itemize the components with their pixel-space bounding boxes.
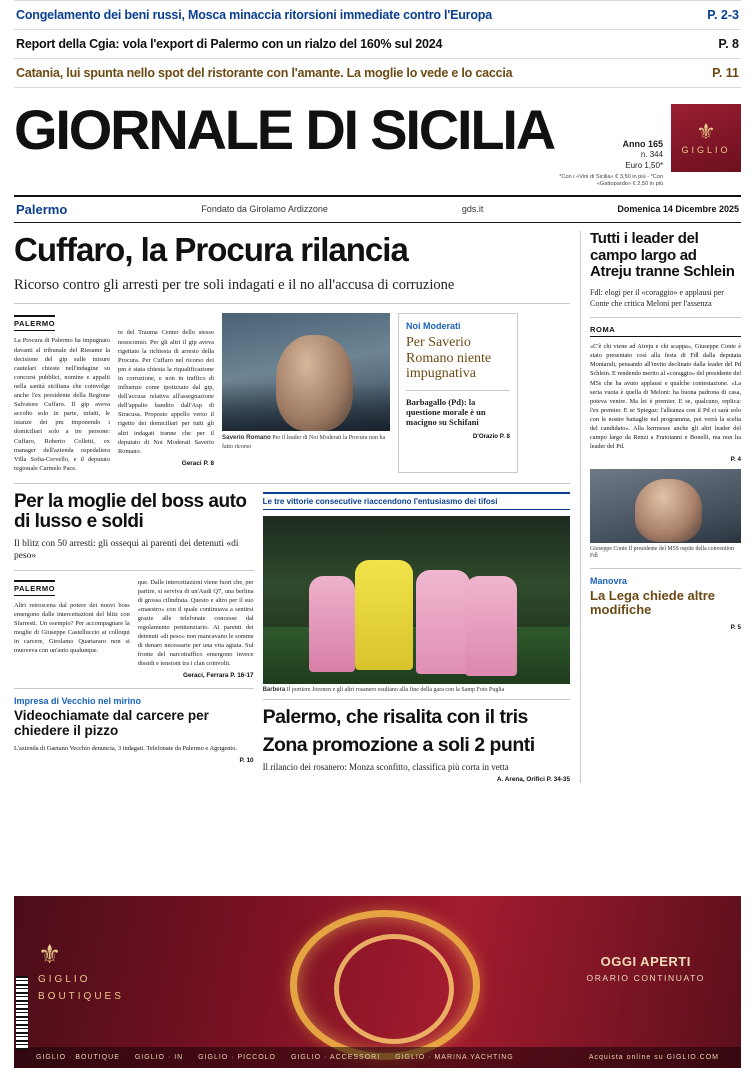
ad-brand-sub: BOUTIQUES	[38, 991, 124, 1002]
article-boss-wife	[14, 492, 254, 783]
impresa-headline[interactable]: Videochiamate dal carcere per chiedere il pizzo	[14, 708, 209, 739]
sidebar-headline[interactable]: Tutti i leader del campo largo ad Atreju tranne Schlein	[590, 229, 735, 281]
impresa-kicker: Impresa di Vecchio nel mirino	[14, 696, 142, 707]
ad-message	[586, 954, 705, 983]
box-note: Barbagallo (Pd): la questione morale è un macigno su Schifani	[406, 396, 486, 428]
ad-link[interactable]: GIGLIO · PICCOLO	[198, 1054, 277, 1061]
manovra-kicker: Manovra	[590, 575, 628, 586]
box-tag: Noi Moderati	[406, 321, 461, 332]
sidebar-photo-caption: Giuseppe Conte Il presidente del M5S ospite della convention Fdl	[590, 546, 741, 569]
sport-photo-caption	[263, 687, 570, 700]
lily-icon: ⚜	[696, 119, 716, 144]
giglio-badge-name: GIGLIO	[681, 145, 731, 155]
strap-text: Report della Cgia: vola l'export di Palermo con un rialzo del 160% sul 2024	[16, 37, 443, 51]
strap-text: Congelamento dei beni russi, Mosca minaccia ritorsioni immediate contro l'Europa	[16, 8, 492, 22]
article-pizzo	[14, 688, 254, 764]
strap-item[interactable]	[14, 30, 741, 59]
ad-footer	[14, 1047, 741, 1068]
ad-link[interactable]: GIGLIO · BOUTIQUE	[36, 1054, 120, 1061]
sport-headline-line2[interactable]: Zona promozione a soli 2 punti	[262, 733, 535, 756]
second-row	[14, 492, 570, 783]
manovra-headline[interactable]: La Lega chiede altre modifiche	[590, 587, 715, 618]
photo-giuseppe-conte[interactable]	[590, 469, 741, 543]
article-sport	[263, 492, 570, 783]
strap-item[interactable]	[14, 59, 741, 88]
box-byline: D'Orazio P. 8	[472, 433, 510, 441]
ad-line-2: ORARIO CONTINUATO	[586, 973, 705, 983]
issue-number: n. 344	[640, 150, 664, 160]
strap-item[interactable]	[14, 1, 741, 30]
strap-page: P. 2-3	[707, 8, 739, 22]
lead-article	[14, 313, 570, 472]
article-manovra	[590, 576, 741, 631]
edition-bar	[14, 195, 741, 223]
second-body-1: Altri retroscena dal potere dei nuovi boss emergono dalle intercettazioni del blitz con Sfarresti. Un esempio? Per accompagnare la moglie di Giuseppe Castelluccio ai colloqui in carcere, Girolamo Quartararo non si muoveva con un'auto qualunque.	[14, 601, 130, 654]
newspaper-title: GIORNALE DI SICILIA	[14, 98, 554, 161]
lead-body-2: re del Trauma Center dello stesso nosocomio. Per gli altri il gip aveva rigettato la richiesta di arresto della Procura. Per Cuffaro nel ricorso dei pm è stata chiesta la riqualificazione in corruzione, e non in traffico di influenze come ipotizzato dal gip, dell'accusa relativa all'assegnazione dell'appalto bandito dall'Asp di Siracusa. Proposto appello verso il rigetto dei domiciliari per tutti gli altri indagati tranne che per il deputato di Noi Moderati Saverio Romano.	[118, 329, 214, 455]
ad-line-1: OGGI APERTI	[600, 954, 691, 969]
publication-date: Domenica 14 Dicembre 2025	[617, 204, 739, 215]
sidebar-body: «C'è chi viene ad Atreju e chi scappa», Giuseppe Conte è stato presentato così alla festa di Fdl dalla deputata Montaruli, pensando all'invito declinato dalla leader del Pd Schlein. E rendendo merito al «coraggio» del presidente del M5s che ha avuto applausi e qualche contestazione. «La seria vuota è quella di Meloni: ha buona padrona di casa, poteva venire. Ma lei è premier. E se, qualcuno, replica: l'ex premier. E se Spiegaz: l'alleanza con il Pd ci sarà solo con le nostre battaglie nel programma, poi verrà la scelta del candidato». Alla kermesse anche gli altri leader del campo largo da Renzi a Fratoianni e Bonelli, ma non ha leader del Pd.	[590, 343, 741, 451]
manovra-page: P. 5	[730, 623, 741, 631]
issue-year: Anno 165	[622, 139, 664, 149]
lily-icon: ⚜	[38, 940, 62, 969]
photo-palermo-players[interactable]	[263, 516, 570, 684]
jewellery-graphic-inner	[334, 934, 454, 1044]
ad-shop-url[interactable]: Acquista online su GIGLIO.COM	[588, 1054, 719, 1061]
strap-text: Catania, lui spunta nello spot del ristorante con l'amante. La moglie lo vede e lo caccia	[16, 66, 513, 80]
second-kicker: PALERMO	[14, 580, 55, 596]
second-subhead: Il blitz con 50 arresti: gli ossequi ai parenti dei detenuti «di peso»	[14, 539, 254, 571]
issue-info	[554, 96, 671, 189]
edition-city: Palermo	[16, 201, 68, 217]
issue-note: *Con i «Vini di Sicilia» € 3,50 in più - *Con «Gattopardo» € 2,50 in più	[559, 173, 664, 188]
ad-brand-name: GIGLIO	[38, 974, 91, 985]
strap-page: P. 8	[718, 37, 739, 51]
right-sidebar	[580, 231, 741, 783]
lead-body-1: La Procura di Palermo ha impugnato davanti al tribunale del Riesame la decisione del gip sulle misure cautelari chieste nell'indagine su concorsi pubblici, nomine e appalti nella sanità siciliana che coinvolge anche l'ex presidente della Regione Salvatore Cuffaro. Il gip aveva accolto solo in parte, infatti, le istanze dei pm imponendo i domiciliari solo a tre persone: Cuffaro, Roberto Colletti, ex manager dell'azienda ospedaliera Villa Sofia-Cervello, e il deputato regionale Carmelo Pace.	[14, 337, 110, 472]
lead-text-column-2	[118, 313, 214, 472]
lead-byline: Geraci P. 8	[181, 459, 214, 467]
sport-headline-line1[interactable]: Palermo, che risalita con il tris	[262, 705, 528, 728]
impresa-page: P. 10	[239, 757, 254, 765]
second-body-2: que. Dalle intercettazioni viene fuori che, per partire, si serviva di un'Audi Q7, una berlina di grossa cilindrata. Questo e altro per il suo «maestro» con il quale continuava a sentirsi grazie alle telefonate concesse dal regolamento penitenziario. Ai parenti dei detenuti «di peso» non mancavano le somme di denaro necessarie per una vita agiata. Sul fronte del narcotraffico emergono invece dissidi e tensioni tra i clan coinvolti.	[137, 578, 254, 668]
goalkeeper-figure	[355, 560, 413, 670]
sport-caption-text: Il portiere Joronen e gli altri rosanero esultano alla fine della gara con la Samp	[286, 686, 476, 693]
sport-caption-name: Barbera	[262, 686, 286, 693]
issue-price: Euro 1,50*	[625, 160, 664, 170]
sport-caption-credit: Foto Puglia	[476, 686, 505, 693]
box-divider	[406, 390, 510, 391]
ad-link[interactable]: GIGLIO · ACCESSORI	[290, 1054, 381, 1061]
ad-brand	[38, 942, 124, 1002]
player-figure	[465, 576, 517, 676]
lead-subhead: Ricorso contro gli arresti per tre soli indagati e il no all'accusa di corruzione	[14, 277, 570, 304]
lead-kicker: PALERMO	[14, 315, 55, 331]
giglio-ad-badge[interactable]	[671, 104, 741, 172]
section-divider	[14, 483, 570, 484]
second-col-2	[138, 578, 254, 680]
player-figure	[416, 570, 470, 674]
top-strap	[14, 0, 741, 88]
sidebar-subhead: Fdl: elogi per il «coraggio» e applausi per Conte che critica Meloni per l'assenza	[590, 288, 741, 318]
website-url[interactable]: gds.it	[461, 204, 484, 215]
second-headline[interactable]: Per la moglie del boss auto di lusso e soldi	[14, 490, 247, 532]
player-figure	[309, 576, 355, 672]
lead-text-column-1	[14, 313, 110, 472]
strap-page: P. 11	[712, 66, 739, 80]
masthead-right	[554, 96, 741, 189]
barcode	[16, 976, 28, 1050]
ad-link[interactable]: GIGLIO · MARINA YACHTING	[395, 1054, 514, 1061]
lead-photo-block	[222, 313, 390, 472]
sidebar-page: P. 4	[730, 455, 741, 463]
caption-name: Saverio Romano	[222, 434, 271, 442]
sport-byline: A. Arena, Orifici P. 34-35	[496, 775, 570, 783]
box-title: Per Saverio Romano niente impugnativa	[406, 335, 492, 382]
second-body	[14, 578, 254, 680]
lead-photo-caption	[222, 434, 390, 450]
ad-link[interactable]: GIGLIO · IN	[134, 1054, 184, 1061]
ad-store-links[interactable]	[36, 1054, 526, 1061]
founder-line: Fondato da Girolamo Ardizzone	[201, 204, 328, 215]
sport-subhead: Il rilancio dei rosanero: Monza sconfitto, classifica più corta in vetta	[262, 761, 509, 772]
main-grid	[14, 231, 741, 783]
main-column	[14, 231, 580, 783]
sidebar-box-noi-moderati[interactable]	[398, 313, 518, 472]
impresa-body: L'azienda di Gaetano Vecchio denuncia, 3 indagati. Telefonate da Palermo e Agrigento.	[14, 745, 237, 753]
second-byline: Geraci, Ferrara P. 16-17	[182, 672, 254, 680]
sport-kicker: Le tre vittorie consecutive riaccendono l'entusiasmo dei tifosi	[263, 492, 570, 510]
lead-headline[interactable]: Cuffaro, la Procura rilancia	[14, 230, 408, 268]
bottom-advertisement[interactable]	[14, 896, 741, 1068]
photo-saverio-romano[interactable]	[222, 313, 390, 431]
caption-text: Per il leader di Noi Moderati la Procura non ha fatto ricorso	[222, 435, 386, 450]
second-col-1	[14, 578, 130, 680]
masthead	[14, 88, 741, 189]
sidebar-kicker: ROMA	[590, 325, 741, 337]
